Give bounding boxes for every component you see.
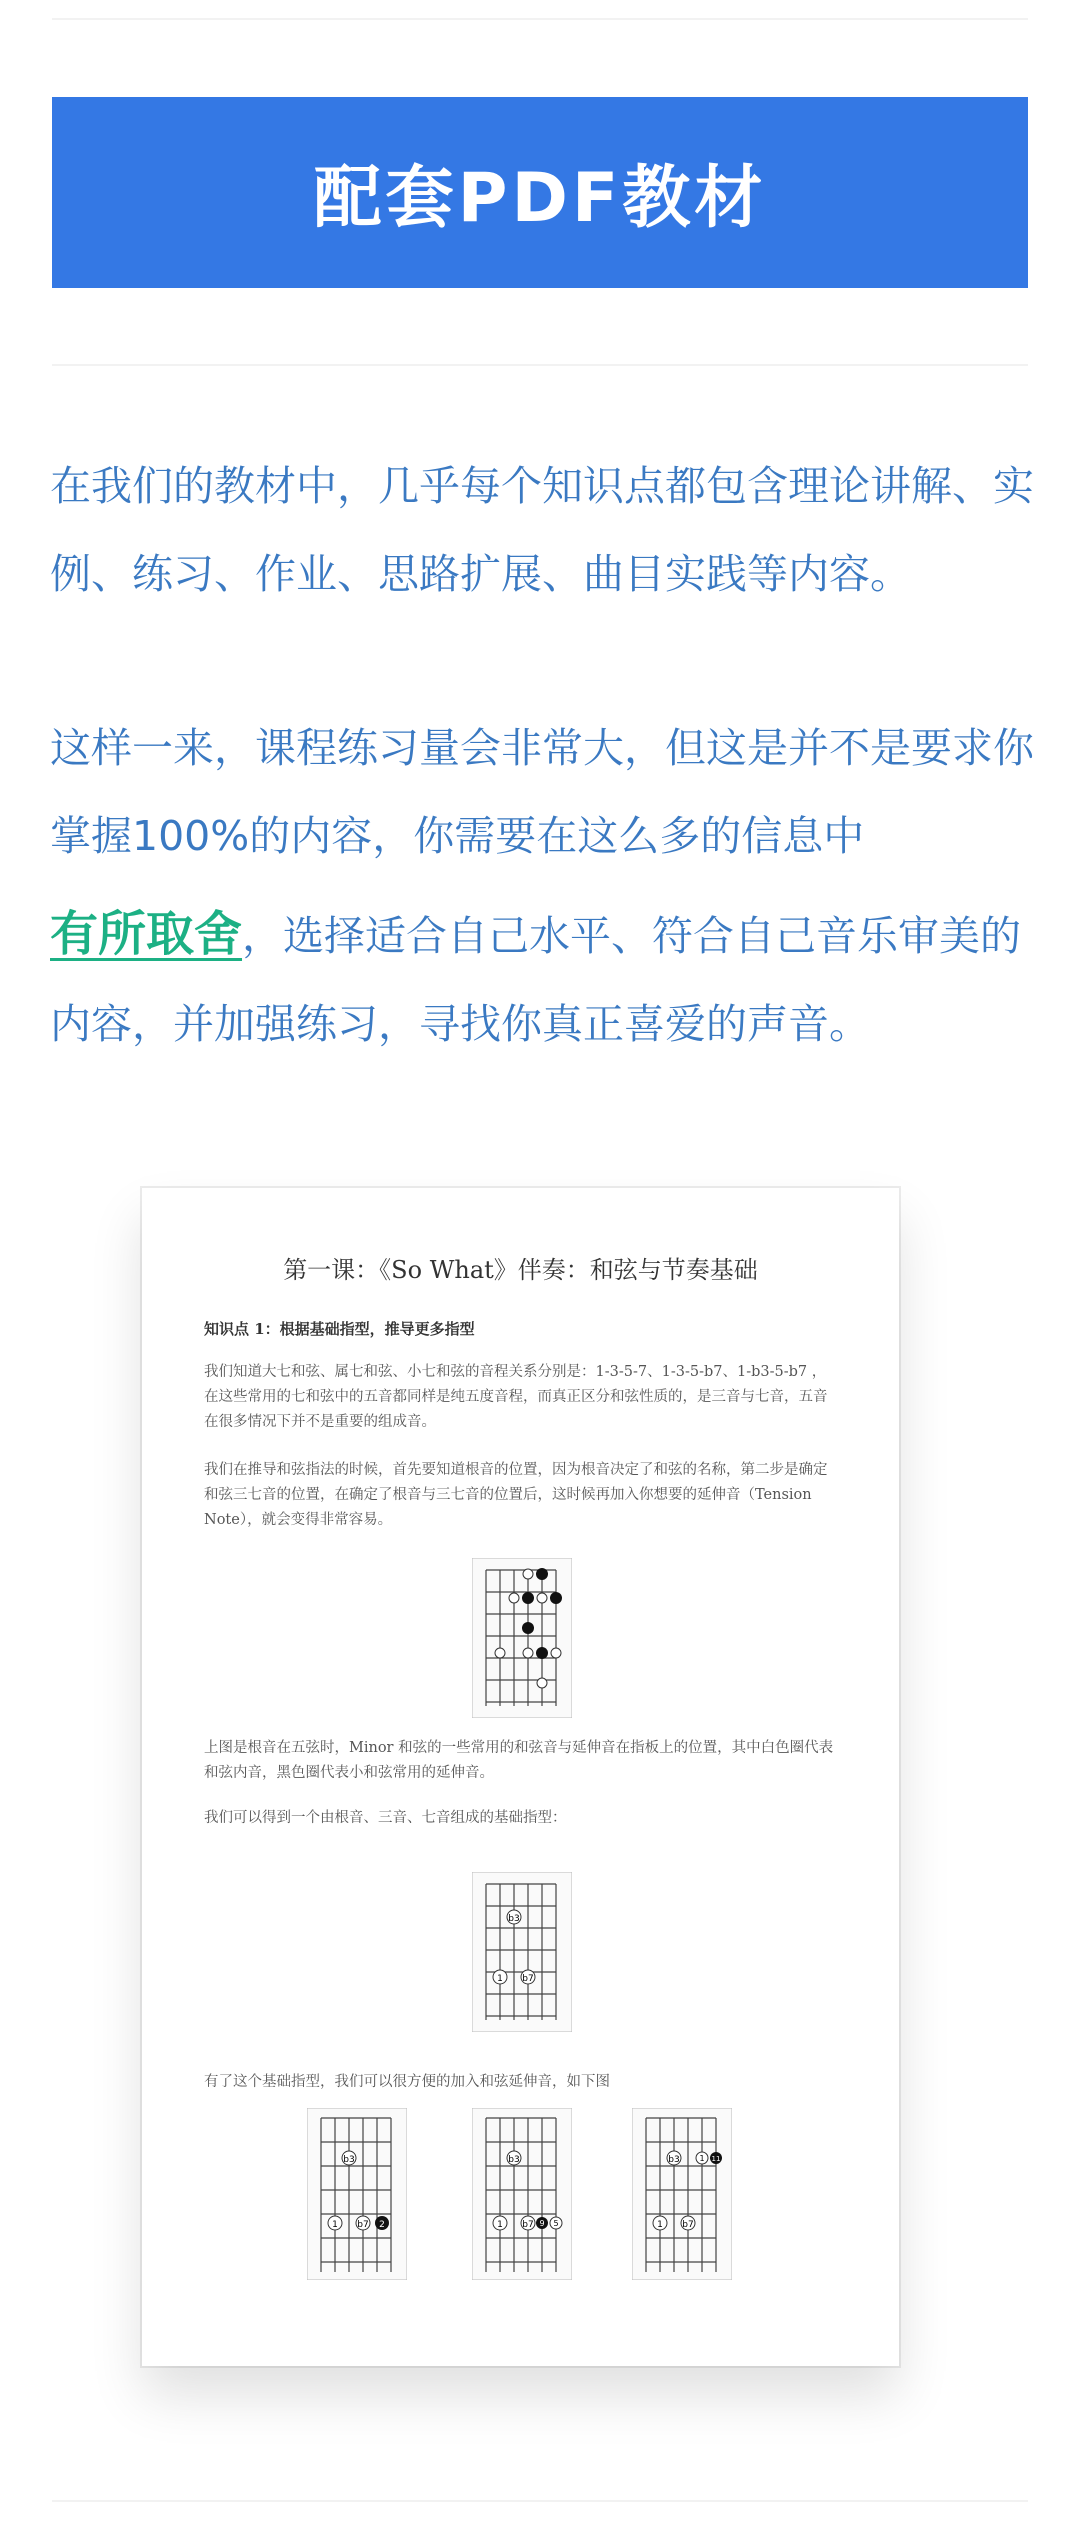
- fretboard-diagram-1: [472, 1558, 572, 1718]
- note-5: 5: [553, 2219, 559, 2228]
- note-root: 1: [332, 2220, 338, 2230]
- note-11: 11: [711, 2155, 721, 2163]
- intro-paragraph-3: [50, 890, 1035, 1068]
- pdf-page-preview: [142, 1188, 899, 2366]
- banner: [52, 97, 1028, 288]
- note-root: 1: [497, 1974, 503, 1984]
- pdf-section-heading: 知识点 1：根据基础指型，推导更多指型: [204, 1320, 475, 1338]
- note-b7: b7: [682, 2220, 694, 2230]
- note-b3: b3: [508, 2155, 520, 2165]
- pdf-paragraph-2: 我们在推导和弦指法的时候，首先要知道根音的位置，因为根音决定了和弦的名称，第二步是确定和弦三七音的位置，在确定了根音与三七音的位置后，这时候再加入你想要的延伸音（Tension Note），就会变得非常容易。: [204, 1462, 828, 1528]
- pdf-paragraph-3: 上图是根音在五弦时，Minor 和弦的一些常用的和弦音与延伸音在指板上的位置，其中白色圈代表和弦内音，黑色圈代表小和弦常用的延伸音。: [204, 1740, 834, 1781]
- banner-title: 配套PDF教材: [313, 159, 767, 238]
- fretboard-diagram-ext-2: [472, 2108, 572, 2280]
- bottom-divider: [52, 2500, 1028, 2502]
- note-root: 1: [657, 2220, 663, 2230]
- pdf-paragraph-1: 我们知道大七和弦、属七和弦、小七和弦的音程关系分别是：1-3-5-7、1-3-5-b7、1-b3-5-b7 ，在这些常用的七和弦中的五音都同样是纯五度音程，而真正区分和弦性质的，是三音与七音，五音在很多情况下并不是重要的组成音。: [204, 1364, 828, 1430]
- banner-divider: [52, 364, 1028, 366]
- intro-paragraph-3-rest: ，选择适合自己水平、符合自己音乐审美的内容，并加强练习，寻找你真正喜爱的声音。: [50, 912, 1022, 1048]
- top-divider: [52, 18, 1028, 20]
- note-b7: b7: [522, 1974, 534, 1984]
- fretboard-diagram-basic: [472, 1872, 572, 2032]
- highlight-text: 有所取舍: [50, 906, 243, 962]
- intro-paragraph-1: 在我们的教材中，几乎每个知识点都包含理论讲解、实例、练习、作业、思路扩展、曲目实践等内容。: [50, 462, 1034, 598]
- pdf-title: 第一课：《So What》伴奏：和弦与节奏基础: [283, 1256, 758, 1284]
- fretboard-diagram-ext-1: [307, 2108, 407, 2280]
- note-b7: b7: [357, 2220, 369, 2230]
- note-1-upper: 1: [699, 2154, 705, 2163]
- pdf-paragraph-5: 有了这个基础指型，我们可以很方便的加入和弦延伸音，如下图: [204, 2074, 610, 2090]
- pdf-paragraph-4: 我们可以得到一个由根音、三音、七音组成的基础指型：: [204, 1810, 567, 1826]
- note-root: 1: [497, 2220, 503, 2230]
- note-b7: b7: [522, 2220, 534, 2230]
- note-2: 2: [379, 2220, 385, 2230]
- intro-paragraph-2: 这样一来，课程练习量会非常大，但这是并不是要求你掌握100%的内容，你需要在这么多的信息中: [50, 724, 1034, 860]
- note-b3: b3: [668, 2155, 680, 2165]
- note-b3: b3: [508, 1914, 520, 1924]
- note-b3: b3: [343, 2155, 355, 2165]
- note-9: 9: [539, 2219, 545, 2228]
- fretboard-diagram-ext-3: [632, 2108, 732, 2280]
